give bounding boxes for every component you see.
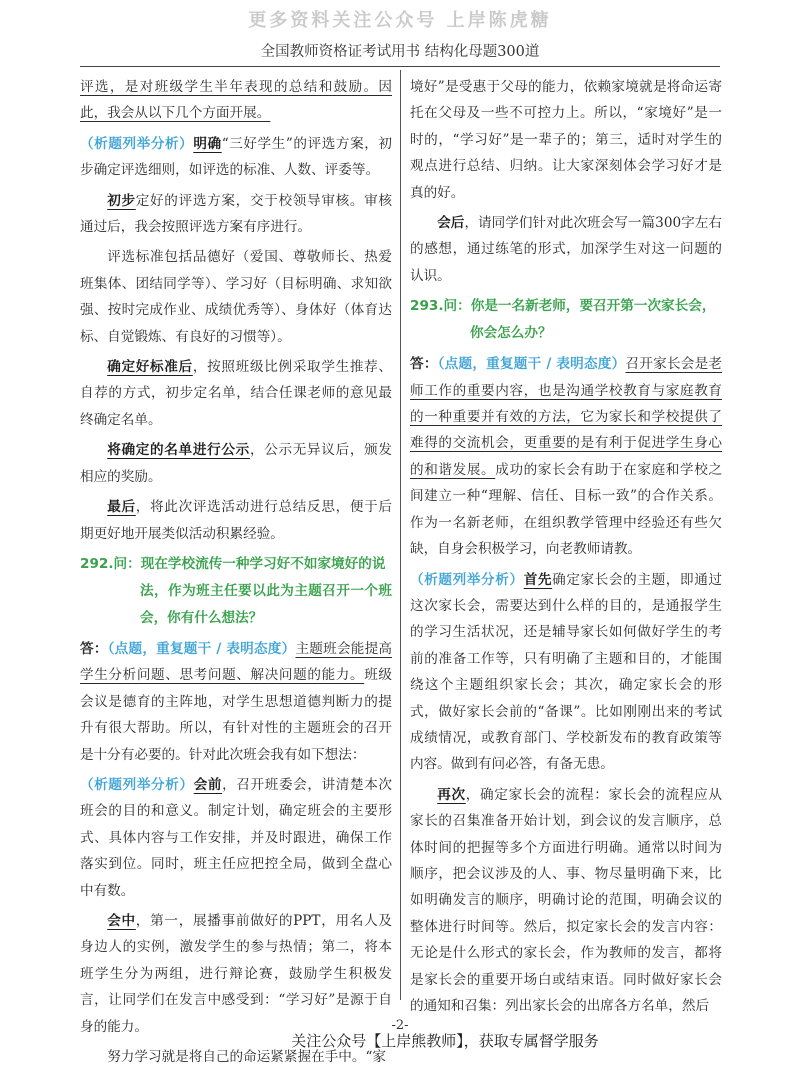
keyword: 明确	[193, 135, 222, 152]
paragraph-text: 定好的评选方案，交于校领导审核。审核通过后，我会按照评选方案有序进行。	[80, 192, 393, 236]
question-number: 293.问：	[410, 298, 471, 315]
keyword: 会前	[193, 776, 223, 793]
paragraph-text: “三好学生”的评选方案，初步确定评选细则，如评选的标准、人数、评委等。	[80, 135, 393, 179]
answer-key-point: 主题班会能提高学生分析问题、思考问题、解决问题的能力。	[80, 640, 393, 684]
paragraph-text: 境好”是受惠于父母的能力，依赖家境就是将命运寄托在父母及一些不可控力上。所以，“家境好”是一时的，“学习好”是一辈子的；第三，适时对学生的观点进行总结、归纳。让大家深刻体会学习好才是真的好。	[410, 79, 722, 201]
paragraph-text: 确定家长会的主题，即通过这次家长会，需要达到什么样的目的，是通报学生的学习生活状况，还是辅导家长如何做好学生的考前的准备工作等，只有明确了主题和目的，才能围绕这个主题组织家长会；其次，确定家长会的形式，做好家长会前的“备课”。比如刚刚出来的考试成绩情况，或教育部门、学校新发布的教育政策等内容。做到有问必答，有备无患。	[410, 571, 723, 773]
keyword: 会后	[437, 215, 465, 232]
question-text-continued: 法，作为班主任要以此为主题召开一个班会，你有什么想法？	[140, 582, 392, 626]
question-number: 292.问：	[80, 555, 141, 572]
paragraph-text: 班级会议是德育的主阵地，对学生思想道德判断力的提升有很大帮助。所以，有针对性的主题班会的召开是十分有必要的。针对此次班会我有如下想法：	[80, 667, 393, 763]
left-column	[80, 74, 392, 1074]
answer-293	[410, 351, 722, 562]
book-title: 全国教师资格证考试用书 结构化母题300道	[260, 44, 540, 60]
answer-tag: （点题，重复题干 / 表明态度）	[437, 356, 626, 373]
paragraph	[80, 437, 392, 490]
column-divider	[400, 70, 401, 1000]
paragraph	[80, 354, 392, 433]
paragraph	[80, 188, 392, 241]
paragraph	[80, 244, 392, 350]
paragraph	[410, 210, 722, 289]
paragraph-text: ，公示无异议后，颁发相应的奖励。	[80, 442, 393, 485]
keyword: 首先	[523, 571, 553, 588]
question-text: 现在学校流传一种学习好不如家境好的说	[140, 555, 386, 572]
header-rule	[80, 66, 720, 67]
paragraph	[410, 782, 722, 1020]
paragraph	[80, 772, 392, 904]
paragraph-text: ，确定家长会的流程：家长会的流程应从家长的召集准备开始计划，到会议的发言顺序，总体时间的把握等多个方面进行明确。通常以时间为顺序，把会议涉及的人、事、物尽量明确下来，比如明确发言的顺序，明确讨论的范围，明确会议的整体进行时间等。然后，拟定家长会的发言内容：无论是什么形式的家长会，作为教师的发言，都将是家长会的重要开场白或结束语。同时做好家长会的通知和召集：列出家长会的出席各方名单，然后	[410, 786, 723, 1014]
keyword: 会中	[107, 912, 136, 929]
watermark-banner: 更多资料关注公众号 上岸陈虎糖	[248, 10, 552, 31]
keyword: 再次	[437, 786, 466, 803]
paragraph-text: 努力学习就是将自己的命运紧紧握在手中。“家	[107, 1049, 387, 1065]
analysis-tag: （析题列举分析）	[410, 571, 524, 588]
keyword: 确定好标准后	[107, 359, 193, 376]
paragraph-text: 评选，是对班级学生半年表现的总结和鼓励。因此，我会从以下几个方面开展。	[80, 79, 392, 122]
paragraph-text: ，第一，展播事前做好的PPT，用名人及身边人的实例，激发学生的参与热情；第二，将本班学生分为两组，进行辩论赛，鼓励学生积极发言，让同学们在发言中感受到：“学习好”是源于自身的能力。	[80, 912, 393, 1035]
paragraph-text: 评选标准包括品德好（爱国、尊敬师长、热爱班集体、团结同学等）、学习好（目标明确、求知欲强、按时完成作业、成绩优秀等）、身体好（体育达标、自觉锻炼、有良好的习惯等）。	[80, 249, 392, 345]
paragraph-text: ，将此次评选活动进行总结反思，便于后期更好地开展类似活动积累经验。	[80, 499, 393, 542]
question-293	[410, 293, 722, 347]
answer-292	[80, 636, 392, 768]
answer-label: 答：	[80, 640, 108, 657]
question-text-continued: 你会怎么办？	[470, 325, 552, 342]
keyword: 初步	[107, 192, 136, 209]
question-text: 你是一名新老师，要召开第一次家长会，	[470, 298, 716, 315]
paragraph-text: ，请同学们针对此次班会写一篇300字左右的感想，通过练笔的形式，加深学生对这一问题的认识。	[410, 215, 722, 284]
footer-promo: 关注公众号【上岸熊教师】，获取专属督学服务	[291, 1032, 599, 1050]
paragraph	[410, 567, 722, 778]
keyword: 将确定的名单进行公示	[107, 442, 250, 459]
paragraph-text: 成功的家长会有助于在家庭和学校之间建立一种“理解、信任、目标一致”的合作关系。作为一名新老师，在组织教学管理中经验还有些欠缺，自身会积极学习，向老教师请教。	[410, 461, 723, 558]
paragraph	[80, 494, 392, 547]
paragraph	[80, 74, 392, 127]
paragraph-text: ，召开班委会，讲清楚本次班会的目的和意义。制定计划，确定班会的主要形式、具体内容与工作安排，并及时跟进，确保工作落实到位。同时，班主任应把控全局，做到全盘心中有数。	[80, 776, 393, 899]
question-292	[80, 551, 392, 632]
keyword: 最后	[107, 499, 136, 516]
paragraph	[410, 74, 722, 206]
analysis-tag: （析题列举分析）	[80, 776, 194, 793]
paragraph-text: ，按照班级比例采取学生推荐、自荐的方式，初步定名单，结合任课老师的意见最终确定名单。	[80, 359, 393, 428]
answer-label: 答：	[410, 356, 438, 373]
answer-key-point: 召开家长会是老师工作的重要内容，也是沟通学校教育与家庭教育的一种重要并有效的方法，它为家长和学校提供了难得的交流机会，更重要的是有利于促进学生身心的和谐发展。	[410, 356, 723, 478]
paragraph	[80, 131, 392, 184]
answer-tag: （点题，重复题干 / 表明态度）	[107, 640, 296, 657]
page-number: -2-	[391, 1018, 409, 1033]
analysis-tag: （析题列举分析）	[80, 135, 194, 152]
right-column	[410, 74, 722, 1023]
